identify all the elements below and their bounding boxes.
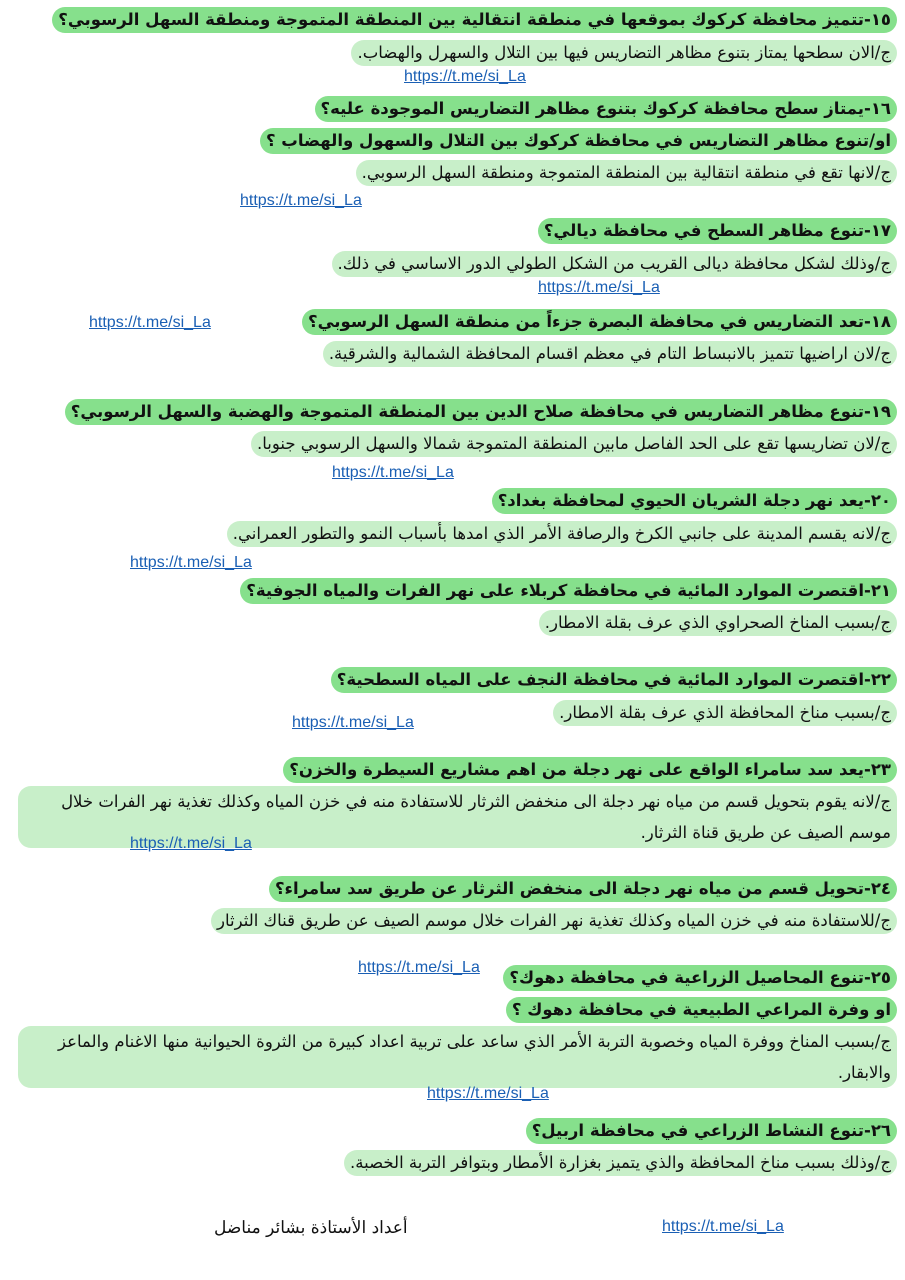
telegram-link[interactable]: https://t.me/si_La [89, 314, 211, 331]
question-18: ١٨-تعد التضاريس في محافظة البصرة جزءاً من منطقة السهل الرسوبي؟ [302, 309, 897, 335]
answer-19: ج/لان تضاريسها تقع على الحد الفاصل مابين المنطقة المتموجة شمالا والسهل الرسوبي جنوبا. [251, 431, 897, 457]
answer-24: ج/للاستفادة منه في خزن المياه وكذلك تغذية نهر الفرات خلال موسم الصيف عن طريق قناك الثرثار [211, 908, 897, 934]
question-23: ٢٣-يعد سد سامراء الواقع على نهر دجلة من اهم مشاريع السيطرة والخزن؟ [283, 757, 897, 783]
telegram-link[interactable]: https://t.me/si_La [130, 835, 252, 852]
telegram-link[interactable]: https://t.me/si_La [240, 192, 362, 209]
telegram-link[interactable]: https://t.me/si_La [662, 1218, 784, 1235]
question-24: ٢٤-تحويل قسم من مياه نهر دجلة الى منخفض الثرثار عن طريق سد سامراء؟ [269, 876, 897, 902]
telegram-link[interactable]: https://t.me/si_La [427, 1085, 549, 1102]
telegram-link[interactable]: https://t.me/si_La [358, 959, 480, 976]
answer-26: ج/وذلك بسبب مناخ المحافظة والذي يتميز بغزارة الأمطار وبتوافر التربة الخصبة. [344, 1150, 897, 1176]
answer-22: ج/بسبب مناخ المحافظة الذي عرف بقلة الامطار. [553, 700, 897, 726]
answer-23: ج/لانه يقوم بتحويل قسم من مياه نهر دجلة الى منخفض الثرثار للاستفادة منه في خزن المياه وكذلك تغذية نهر الفرات خلال موسم الصيف عن طريق قناة الثرثار. [18, 786, 897, 848]
question-25: ٢٥-تنوع المحاصيل الزراعية في محافظة دهوك؟ [503, 965, 897, 991]
answer-18: ج/لان اراضيها تتميز بالانبساط التام في معظم اقسام المحافظة الشمالية والشرقية. [323, 341, 897, 367]
answer-16: ج/لانها تقع في منطقة انتقالية بين المنطقة المتموجة ومنطقة السهل الرسوبي. [356, 160, 897, 186]
answer-15: ج/الان سطحها يمتاز بتنوع مظاهر التضاريس فيها بين التلال والسهرل والهضاب. [351, 40, 897, 66]
answer-20: ج/لانه يقسم المدينة على جانبي الكرخ والرصافة الأمر الذي امدها بأسباب النمو والتطور العمراني. [227, 521, 897, 547]
question-21: ٢١-اقتصرت الموارد المائية في محافظة كربلاء على نهر الفرات والمياه الجوفية؟ [240, 578, 897, 604]
telegram-link[interactable]: https://t.me/si_La [538, 279, 660, 296]
question-26: ٢٦-تنوع النشاط الزراعي في محافظة اربيل؟ [526, 1118, 897, 1144]
telegram-link[interactable]: https://t.me/si_La [130, 554, 252, 571]
question-17: ١٧-تنوع مظاهر السطح في محافظة ديالي؟ [538, 218, 897, 244]
question-22: ٢٢-اقتصرت الموارد المائية في محافظة النجف على المياه السطحية؟ [331, 667, 897, 693]
answer-17: ج/وذلك لشكل محافظة ديالى القريب من الشكل الطولي الدور الاساسي في ذلك. [332, 251, 897, 277]
answer-21: ج/بسبب المناخ الصحراوي الذي عرف بقلة الامطار. [539, 610, 897, 636]
question-25-alt: او وفرة المراعي الطبيعية في محافظة دهوك ؟ [506, 997, 897, 1023]
answer-25: ج/بسبب المناخ ووفرة المياه وخصوبة التربة الأمر الذي ساعد على تربية اعداد كبيرة من الثروة الحيوانية منها الاغنام والماعز والابقار. [18, 1026, 897, 1088]
telegram-link[interactable]: https://t.me/si_La [332, 464, 454, 481]
question-19: ١٩-تنوع مظاهر التضاريس في محافظة صلاح الدين بين المنطقة المتموجة والهضبة والسهل الرسوبي؟ [65, 399, 897, 425]
question-16-alt: او/تنوع مظاهر التضاريس في محافظة كركوك بين التلال والسهول والهضاب ؟ [260, 128, 897, 154]
telegram-link[interactable]: https://t.me/si_La [404, 68, 526, 85]
question-15: ١٥-تتميز محافظة كركوك بموقعها في منطقة انتقالية بين المنطقة المتموجة ومنطقة السهل الرسوبي؟ [52, 7, 897, 33]
question-16: ١٦-يمتاز سطح محافظة كركوك بتنوع مظاهر التضاريس الموجودة عليه؟ [315, 96, 898, 122]
telegram-link[interactable]: https://t.me/si_La [292, 714, 414, 731]
question-20: ٢٠-يعد نهر دجلة الشريان الحيوي لمحافظة بغداد؟ [492, 488, 897, 514]
author-credit: أعداد الأستاذة بشائر مناضل [214, 1218, 408, 1238]
